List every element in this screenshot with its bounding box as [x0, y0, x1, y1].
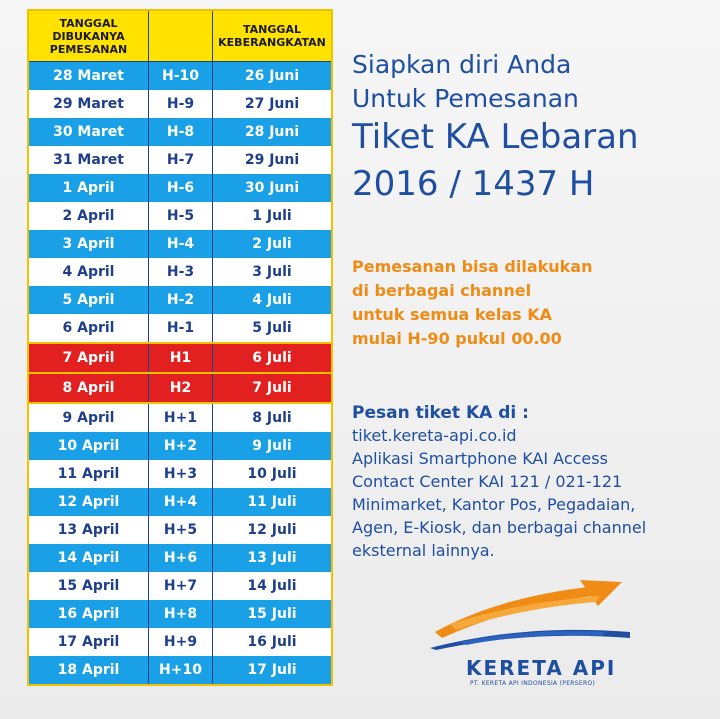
channel-outlets: Minimarket, Kantor Pos, Pegadaian, [352, 495, 636, 514]
day-offset-cell: H-8 [149, 118, 213, 146]
departure-date-cell: 16 Juli [213, 628, 333, 656]
table-row [28, 314, 332, 343]
booking-open-date-cell: 11 April [28, 460, 149, 488]
day-offset-cell: H+7 [149, 572, 213, 600]
departure-date-cell: 3 Juli [213, 258, 333, 286]
departure-date-cell: 15 Juli [213, 600, 333, 628]
day-offset-cell: H1 [149, 343, 213, 373]
day-offset-cell: H+6 [149, 544, 213, 572]
day-offset-cell: H-1 [149, 314, 213, 343]
booking-open-date-cell: 29 Maret [28, 90, 149, 118]
departure-date-cell: 17 Juli [213, 656, 333, 685]
table-row [28, 174, 332, 202]
day-offset-cell: H-2 [149, 286, 213, 314]
departure-date-cell: 9 Juli [213, 432, 333, 460]
day-offset-cell: H-7 [149, 146, 213, 174]
day-offset-cell: H-9 [149, 90, 213, 118]
table-row [28, 118, 332, 146]
headline-year: 2016 / 1437 H [352, 164, 595, 204]
booking-open-date-cell: 10 April [28, 432, 149, 460]
booking-open-date-cell: 8 April [28, 373, 149, 403]
table-row [28, 460, 332, 488]
info-line-4: mulai H-90 pukul 00.00 [352, 329, 562, 348]
table-row [28, 628, 332, 656]
table-row [28, 656, 332, 685]
logo-subtitle: PT. KERETA API INDONESIA (PERSERO) [470, 680, 596, 687]
table-row [28, 600, 332, 628]
table-row [28, 286, 332, 314]
booking-open-date-cell: 1 April [28, 174, 149, 202]
booking-open-date-cell: 6 April [28, 314, 149, 343]
day-offset-cell: H+5 [149, 516, 213, 544]
table-row [28, 516, 332, 544]
booking-open-date-cell: 14 April [28, 544, 149, 572]
header-departure-date: TANGGAL KEBERANGKATAN [213, 10, 333, 62]
headline-title: Tiket KA Lebaran [352, 117, 639, 157]
booking-open-date-cell: 18 April [28, 656, 149, 685]
table-row [28, 572, 332, 600]
day-offset-cell: H-3 [149, 258, 213, 286]
day-offset-cell: H-6 [149, 174, 213, 202]
departure-date-cell: 5 Juli [213, 314, 333, 343]
channel-contact-center: Contact Center KAI 121 / 021-121 [352, 472, 623, 491]
info-line-3: untuk semua kelas KA [352, 305, 553, 324]
booking-open-date-cell: 3 April [28, 230, 149, 258]
headline-line-1: Siapkan diri Anda [352, 50, 572, 79]
booking-open-date-cell: 9 April [28, 403, 149, 432]
departure-date-cell: 2 Juli [213, 230, 333, 258]
departure-date-cell: 30 Juni [213, 174, 333, 202]
booking-open-date-cell: 12 April [28, 488, 149, 516]
info-line-2: di berbagai channel [352, 281, 532, 300]
channel-agents: Agen, E-Kiosk, dan berbagai channel [352, 518, 647, 537]
table-header-row [28, 10, 332, 62]
departure-date-cell: 27 Juni [213, 90, 333, 118]
departure-date-cell: 29 Juni [213, 146, 333, 174]
booking-open-date-cell: 28 Maret [28, 62, 149, 91]
day-offset-cell: H+8 [149, 600, 213, 628]
day-offset-cell: H+1 [149, 403, 213, 432]
departure-date-cell: 1 Juli [213, 202, 333, 230]
departure-date-cell: 8 Juli [213, 403, 333, 432]
departure-date-cell: 4 Juli [213, 286, 333, 314]
departure-date-cell: 13 Juli [213, 544, 333, 572]
day-offset-cell: H+4 [149, 488, 213, 516]
day-offset-cell: H+3 [149, 460, 213, 488]
departure-date-cell: 26 Juni [213, 62, 333, 91]
departure-date-cell: 6 Juli [213, 343, 333, 373]
channel-app: Aplikasi Smartphone KAI Access [352, 449, 608, 468]
kereta-api-logo-icon [430, 572, 630, 650]
departure-date-cell: 7 Juli [213, 373, 333, 403]
channels-title: Pesan tiket KA di : [352, 403, 529, 423]
schedule-table [27, 9, 333, 686]
booking-open-date-cell: 16 April [28, 600, 149, 628]
departure-date-cell: 10 Juli [213, 460, 333, 488]
table-row [28, 202, 332, 230]
booking-open-date-cell: 13 April [28, 516, 149, 544]
table-row [28, 544, 332, 572]
table-row [28, 488, 332, 516]
header-booking-open-date: TANGGAL DIBUKANYA PEMESANAN [28, 10, 149, 62]
table-row [28, 258, 332, 286]
table-row [28, 432, 332, 460]
channel-website: tiket.kereta-api.co.id [352, 426, 517, 445]
day-offset-cell: H+10 [149, 656, 213, 685]
departure-date-cell: 12 Juli [213, 516, 333, 544]
table-row [28, 343, 332, 373]
day-offset-cell: H-10 [149, 62, 213, 91]
booking-open-date-cell: 4 April [28, 258, 149, 286]
day-offset-cell: H2 [149, 373, 213, 403]
booking-open-date-cell: 5 April [28, 286, 149, 314]
channel-others: eksternal lainnya. [352, 541, 495, 560]
departure-date-cell: 14 Juli [213, 572, 333, 600]
headline-line-2: Untuk Pemesanan [352, 84, 579, 113]
logo-wordmark: KERETA API [466, 656, 617, 680]
table-row [28, 146, 332, 174]
booking-open-date-cell: 30 Maret [28, 118, 149, 146]
table-row [28, 230, 332, 258]
day-offset-cell: H+9 [149, 628, 213, 656]
booking-open-date-cell: 15 April [28, 572, 149, 600]
booking-open-date-cell: 17 April [28, 628, 149, 656]
info-line-1: Pemesanan bisa dilakukan [352, 257, 593, 276]
departure-date-cell: 28 Juni [213, 118, 333, 146]
day-offset-cell: H-4 [149, 230, 213, 258]
table-row [28, 90, 332, 118]
header-day-offset [149, 10, 213, 62]
booking-open-date-cell: 31 Maret [28, 146, 149, 174]
departure-date-cell: 11 Juli [213, 488, 333, 516]
table-row [28, 62, 332, 91]
table-row [28, 403, 332, 432]
day-offset-cell: H+2 [149, 432, 213, 460]
booking-open-date-cell: 2 April [28, 202, 149, 230]
table-row [28, 373, 332, 403]
day-offset-cell: H-5 [149, 202, 213, 230]
booking-open-date-cell: 7 April [28, 343, 149, 373]
